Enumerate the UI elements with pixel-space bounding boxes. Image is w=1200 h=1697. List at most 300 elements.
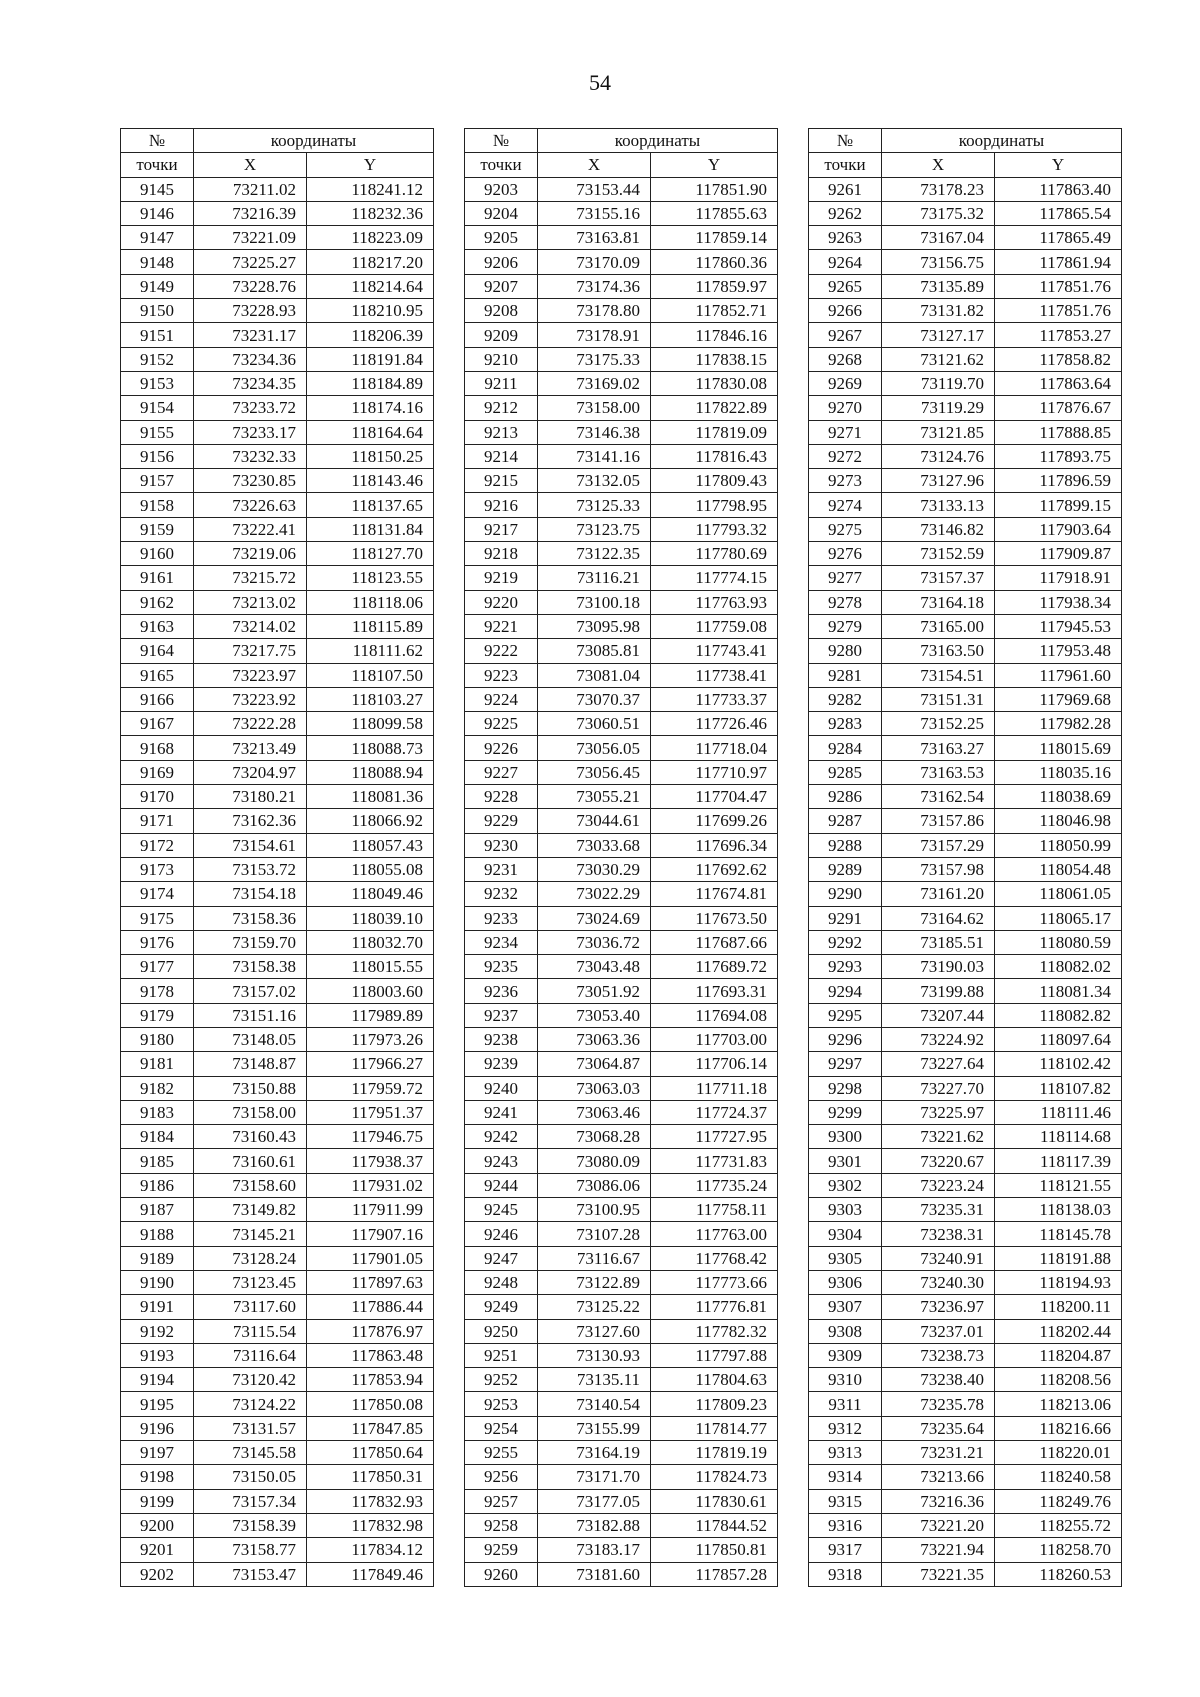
x-coordinate-cell: 73175.33 [538,347,651,371]
point-number-cell: 9269 [809,371,882,395]
y-coordinate-cell: 117774.15 [651,566,778,590]
point-number-cell: 9261 [809,177,882,201]
x-coordinate-cell: 73135.89 [882,274,995,298]
x-coordinate-cell: 73157.37 [882,566,995,590]
y-coordinate-cell: 118082.82 [995,1003,1122,1027]
table-row [809,1270,1122,1294]
x-coordinate-cell: 73199.88 [882,979,995,1003]
y-coordinate-cell: 118220.01 [995,1441,1122,1465]
table-row [465,1441,778,1465]
y-coordinate-cell: 118015.69 [995,736,1122,760]
point-number-cell: 9206 [465,250,538,274]
x-coordinate-cell: 73148.87 [194,1052,307,1076]
point-number-cell: 9164 [121,639,194,663]
table-row [121,1003,434,1027]
y-coordinate-cell: 118080.59 [995,930,1122,954]
x-coordinate-cell: 73215.72 [194,566,307,590]
y-coordinate-cell: 117886.44 [307,1295,434,1319]
y-coordinate-cell: 117763.93 [651,590,778,614]
x-coordinate-cell: 73178.91 [538,323,651,347]
x-coordinate-cell: 73141.16 [538,444,651,468]
x-coordinate-cell: 73223.92 [194,687,307,711]
table-row [121,1562,434,1586]
y-coordinate-cell: 117687.66 [651,930,778,954]
x-coordinate-cell: 73234.35 [194,371,307,395]
table-row [121,250,434,274]
table-row [809,469,1122,493]
y-coordinate-cell: 118057.43 [307,833,434,857]
table-row [121,1489,434,1513]
y-coordinate-cell: 117819.19 [651,1441,778,1465]
table-row [465,250,778,274]
point-number-cell: 9213 [465,420,538,444]
table-row [465,1416,778,1440]
y-coordinate-cell: 117938.37 [307,1149,434,1173]
y-coordinate-cell: 117699.26 [651,809,778,833]
point-number-cell: 9241 [465,1100,538,1124]
header-coordinates: координаты [882,129,1122,153]
y-coordinate-cell: 118143.46 [307,469,434,493]
table-row [121,1513,434,1537]
x-coordinate-cell: 73231.21 [882,1441,995,1465]
table-header-row-1 [465,129,778,153]
point-number-cell: 9273 [809,469,882,493]
y-coordinate-cell: 117822.89 [651,396,778,420]
y-coordinate-cell: 118121.55 [995,1173,1122,1197]
point-number-cell: 9252 [465,1368,538,1392]
point-number-cell: 9255 [465,1441,538,1465]
point-number-cell: 9210 [465,347,538,371]
x-coordinate-cell: 73132.05 [538,469,651,493]
x-coordinate-cell: 73232.33 [194,444,307,468]
y-coordinate-cell: 117850.64 [307,1441,434,1465]
y-coordinate-cell: 117851.76 [995,299,1122,323]
table-row [465,542,778,566]
y-coordinate-cell: 118200.11 [995,1295,1122,1319]
y-coordinate-cell: 118255.72 [995,1513,1122,1537]
x-coordinate-cell: 73182.88 [538,1513,651,1537]
table-row [809,663,1122,687]
point-number-cell: 9256 [465,1465,538,1489]
y-coordinate-cell: 117735.24 [651,1173,778,1197]
table-row [809,1198,1122,1222]
x-coordinate-cell: 73063.36 [538,1027,651,1051]
point-number-cell: 9155 [121,420,194,444]
point-number-cell: 9157 [121,469,194,493]
point-number-cell: 9187 [121,1198,194,1222]
table-row [809,590,1122,614]
table-row [809,760,1122,784]
y-coordinate-cell: 117819.09 [651,420,778,444]
header-no: № [465,129,538,153]
point-number-cell: 9189 [121,1246,194,1270]
y-coordinate-cell: 118035.16 [995,760,1122,784]
y-coordinate-cell: 117860.36 [651,250,778,274]
x-coordinate-cell: 73153.44 [538,177,651,201]
x-coordinate-cell: 73220.67 [882,1149,995,1173]
table-row [809,1295,1122,1319]
x-coordinate-cell: 73159.70 [194,930,307,954]
point-number-cell: 9243 [465,1149,538,1173]
table-row [809,1125,1122,1149]
x-coordinate-cell: 73238.31 [882,1222,995,1246]
y-coordinate-cell: 118249.76 [995,1489,1122,1513]
table-row [465,1489,778,1513]
table-row [121,857,434,881]
y-coordinate-cell: 117893.75 [995,444,1122,468]
y-coordinate-cell: 117693.31 [651,979,778,1003]
y-coordinate-cell: 117858.82 [995,347,1122,371]
table-row [465,1368,778,1392]
y-coordinate-cell: 117989.89 [307,1003,434,1027]
y-coordinate-cell: 118115.89 [307,614,434,638]
table-row [121,590,434,614]
table-row [809,1003,1122,1027]
x-coordinate-cell: 73227.64 [882,1052,995,1076]
table-row [121,542,434,566]
x-coordinate-cell: 73122.89 [538,1270,651,1294]
y-coordinate-cell: 117865.49 [995,226,1122,250]
page-number: 54 [589,70,611,95]
point-number-cell: 9303 [809,1198,882,1222]
x-coordinate-cell: 73213.49 [194,736,307,760]
point-number-cell: 9228 [465,785,538,809]
point-number-cell: 9205 [465,226,538,250]
table-row [809,1392,1122,1416]
point-number-cell: 9231 [465,857,538,881]
y-coordinate-cell: 117896.59 [995,469,1122,493]
point-number-cell: 9264 [809,250,882,274]
y-coordinate-cell: 117876.67 [995,396,1122,420]
y-coordinate-cell: 118150.25 [307,444,434,468]
y-coordinate-cell: 117743.41 [651,639,778,663]
table-row [465,1173,778,1197]
y-coordinate-cell: 118107.50 [307,663,434,687]
table-row [465,1222,778,1246]
point-number-cell: 9258 [465,1513,538,1537]
header-y: Y [651,153,778,177]
x-coordinate-cell: 73130.93 [538,1343,651,1367]
x-coordinate-cell: 73216.39 [194,201,307,225]
table-row [465,882,778,906]
point-number-cell: 9162 [121,590,194,614]
point-number-cell: 9288 [809,833,882,857]
x-coordinate-cell: 73095.98 [538,614,651,638]
y-coordinate-cell: 118131.84 [307,517,434,541]
point-number-cell: 9257 [465,1489,538,1513]
table-row [121,882,434,906]
x-coordinate-cell: 73163.81 [538,226,651,250]
table-row [465,1100,778,1124]
point-number-cell: 9299 [809,1100,882,1124]
x-coordinate-cell: 73149.82 [194,1198,307,1222]
table-row [121,1173,434,1197]
x-coordinate-cell: 73177.05 [538,1489,651,1513]
table-row [121,420,434,444]
x-coordinate-cell: 73221.09 [194,226,307,250]
table-row [121,1368,434,1392]
table-row [121,1052,434,1076]
y-coordinate-cell: 117859.14 [651,226,778,250]
y-coordinate-cell: 117780.69 [651,542,778,566]
point-number-cell: 9254 [465,1416,538,1440]
y-coordinate-cell: 117724.37 [651,1100,778,1124]
table-row [809,201,1122,225]
y-coordinate-cell: 117909.87 [995,542,1122,566]
x-coordinate-cell: 73231.17 [194,323,307,347]
table-row [809,1465,1122,1489]
point-number-cell: 9311 [809,1392,882,1416]
table-row [465,396,778,420]
point-number-cell: 9309 [809,1343,882,1367]
y-coordinate-cell: 117931.02 [307,1173,434,1197]
y-coordinate-cell: 117809.23 [651,1392,778,1416]
table-row [809,1416,1122,1440]
y-coordinate-cell: 117844.52 [651,1513,778,1537]
y-coordinate-cell: 117773.66 [651,1270,778,1294]
x-coordinate-cell: 73222.28 [194,712,307,736]
x-coordinate-cell: 73145.58 [194,1441,307,1465]
table-row [465,347,778,371]
table-row [465,1076,778,1100]
x-coordinate-cell: 73235.64 [882,1416,995,1440]
x-coordinate-cell: 73163.27 [882,736,995,760]
point-number-cell: 9150 [121,299,194,323]
x-coordinate-cell: 73213.66 [882,1465,995,1489]
x-coordinate-cell: 73120.42 [194,1368,307,1392]
point-number-cell: 9301 [809,1149,882,1173]
point-number-cell: 9224 [465,687,538,711]
x-coordinate-cell: 73060.51 [538,712,651,736]
header-x: X [194,153,307,177]
point-number-cell: 9234 [465,930,538,954]
y-coordinate-cell: 117851.90 [651,177,778,201]
x-coordinate-cell: 73085.81 [538,639,651,663]
x-coordinate-cell: 73158.36 [194,906,307,930]
table-row [465,420,778,444]
x-coordinate-cell: 73123.75 [538,517,651,541]
y-coordinate-cell: 117857.28 [651,1562,778,1586]
point-number-cell: 9215 [465,469,538,493]
table-row [465,760,778,784]
table-row [809,1149,1122,1173]
y-coordinate-cell: 118081.36 [307,785,434,809]
table-row [809,1173,1122,1197]
y-coordinate-cell: 117804.63 [651,1368,778,1392]
x-coordinate-cell: 73140.54 [538,1392,651,1416]
x-coordinate-cell: 73150.88 [194,1076,307,1100]
y-coordinate-cell: 117689.72 [651,955,778,979]
x-coordinate-cell: 73227.70 [882,1076,995,1100]
y-coordinate-cell: 117907.16 [307,1222,434,1246]
x-coordinate-cell: 73217.75 [194,639,307,663]
point-number-cell: 9167 [121,712,194,736]
y-coordinate-cell: 117850.81 [651,1538,778,1562]
table-row [121,1465,434,1489]
point-number-cell: 9276 [809,542,882,566]
y-coordinate-cell: 117703.00 [651,1027,778,1051]
point-number-cell: 9178 [121,979,194,1003]
table-row [465,736,778,760]
x-coordinate-cell: 73233.72 [194,396,307,420]
table-row [809,177,1122,201]
point-number-cell: 9174 [121,882,194,906]
point-number-cell: 9202 [121,1562,194,1586]
x-coordinate-cell: 73154.61 [194,833,307,857]
x-coordinate-cell: 73178.23 [882,177,995,201]
y-coordinate-cell: 117847.85 [307,1416,434,1440]
y-coordinate-cell: 118102.42 [995,1052,1122,1076]
table-row [809,226,1122,250]
table-row [809,493,1122,517]
x-coordinate-cell: 73146.82 [882,517,995,541]
x-coordinate-cell: 73238.73 [882,1343,995,1367]
y-coordinate-cell: 117830.61 [651,1489,778,1513]
point-number-cell: 9316 [809,1513,882,1537]
point-number-cell: 9152 [121,347,194,371]
y-coordinate-cell: 118065.17 [995,906,1122,930]
x-coordinate-cell: 73068.28 [538,1125,651,1149]
point-number-cell: 9227 [465,760,538,784]
table-row [465,1270,778,1294]
table-row [121,906,434,930]
table-row [121,955,434,979]
table-row [465,1003,778,1027]
y-coordinate-cell: 118145.78 [995,1222,1122,1246]
y-coordinate-cell: 118107.82 [995,1076,1122,1100]
x-coordinate-cell: 73238.40 [882,1368,995,1392]
x-coordinate-cell: 73150.05 [194,1465,307,1489]
point-number-cell: 9259 [465,1538,538,1562]
point-number-cell: 9188 [121,1222,194,1246]
point-number-cell: 9163 [121,614,194,638]
point-number-cell: 9267 [809,323,882,347]
y-coordinate-cell: 117710.97 [651,760,778,784]
x-coordinate-cell: 73148.05 [194,1027,307,1051]
x-coordinate-cell: 73211.02 [194,177,307,201]
y-coordinate-cell: 118049.46 [307,882,434,906]
x-coordinate-cell: 73043.48 [538,955,651,979]
table-row [121,1319,434,1343]
table-row [121,809,434,833]
point-number-cell: 9317 [809,1538,882,1562]
x-coordinate-cell: 73080.09 [538,1149,651,1173]
y-coordinate-cell: 118138.03 [995,1198,1122,1222]
point-number-cell: 9236 [465,979,538,1003]
table-row [809,809,1122,833]
point-number-cell: 9212 [465,396,538,420]
table-row [121,736,434,760]
point-number-cell: 9287 [809,809,882,833]
table-row [809,444,1122,468]
y-coordinate-cell: 117918.91 [995,566,1122,590]
x-coordinate-cell: 73223.97 [194,663,307,687]
point-number-cell: 9306 [809,1270,882,1294]
y-coordinate-cell: 117727.95 [651,1125,778,1149]
x-coordinate-cell: 73164.18 [882,590,995,614]
table-row [809,785,1122,809]
x-coordinate-cell: 73116.67 [538,1246,651,1270]
y-coordinate-cell: 118194.93 [995,1270,1122,1294]
point-number-cell: 9297 [809,1052,882,1076]
y-coordinate-cell: 118260.53 [995,1562,1122,1586]
y-coordinate-cell: 118046.98 [995,809,1122,833]
point-number-cell: 9153 [121,371,194,395]
table-row [465,687,778,711]
y-coordinate-cell: 118111.62 [307,639,434,663]
y-coordinate-cell: 118097.64 [995,1027,1122,1051]
x-coordinate-cell: 73152.59 [882,542,995,566]
point-number-cell: 9190 [121,1270,194,1294]
table-row [121,299,434,323]
x-coordinate-cell: 73213.02 [194,590,307,614]
table-row [465,785,778,809]
point-number-cell: 9230 [465,833,538,857]
point-number-cell: 9218 [465,542,538,566]
table-row [465,712,778,736]
point-number-cell: 9275 [809,517,882,541]
table-row [465,590,778,614]
x-coordinate-cell: 73225.27 [194,250,307,274]
y-coordinate-cell: 117809.43 [651,469,778,493]
table-row [465,857,778,881]
x-coordinate-cell: 73162.36 [194,809,307,833]
point-number-cell: 9262 [809,201,882,225]
x-coordinate-cell: 73064.87 [538,1052,651,1076]
point-number-cell: 9248 [465,1270,538,1294]
table-row [121,712,434,736]
point-number-cell: 9181 [121,1052,194,1076]
y-coordinate-cell: 117814.77 [651,1416,778,1440]
y-coordinate-cell: 118204.87 [995,1343,1122,1367]
table-row [465,1465,778,1489]
y-coordinate-cell: 117711.18 [651,1076,778,1100]
table-row [121,1027,434,1051]
table-header-row-1 [121,129,434,153]
table-row [121,347,434,371]
table-row [121,1416,434,1440]
table-row [809,1319,1122,1343]
point-number-cell: 9271 [809,420,882,444]
y-coordinate-cell: 117738.41 [651,663,778,687]
y-coordinate-cell: 117966.27 [307,1052,434,1076]
y-coordinate-cell: 118241.12 [307,177,434,201]
x-coordinate-cell: 73174.36 [538,274,651,298]
x-coordinate-cell: 73171.70 [538,1465,651,1489]
x-coordinate-cell: 73158.00 [194,1100,307,1124]
point-number-cell: 9279 [809,614,882,638]
y-coordinate-cell: 117863.64 [995,371,1122,395]
point-number-cell: 9145 [121,177,194,201]
point-number-cell: 9274 [809,493,882,517]
point-number-cell: 9149 [121,274,194,298]
table-row [465,833,778,857]
y-coordinate-cell: 118003.60 [307,979,434,1003]
y-coordinate-cell: 117911.99 [307,1198,434,1222]
point-number-cell: 9290 [809,882,882,906]
x-coordinate-cell: 73131.82 [882,299,995,323]
point-number-cell: 9158 [121,493,194,517]
header-point: точки [465,153,538,177]
x-coordinate-cell: 73070.37 [538,687,651,711]
table-row [809,396,1122,420]
table-row [465,1343,778,1367]
table-row [465,1246,778,1270]
coordinates-table-2 [464,128,778,1587]
x-coordinate-cell: 73030.29 [538,857,651,881]
table-row [121,639,434,663]
x-coordinate-cell: 73237.01 [882,1319,995,1343]
